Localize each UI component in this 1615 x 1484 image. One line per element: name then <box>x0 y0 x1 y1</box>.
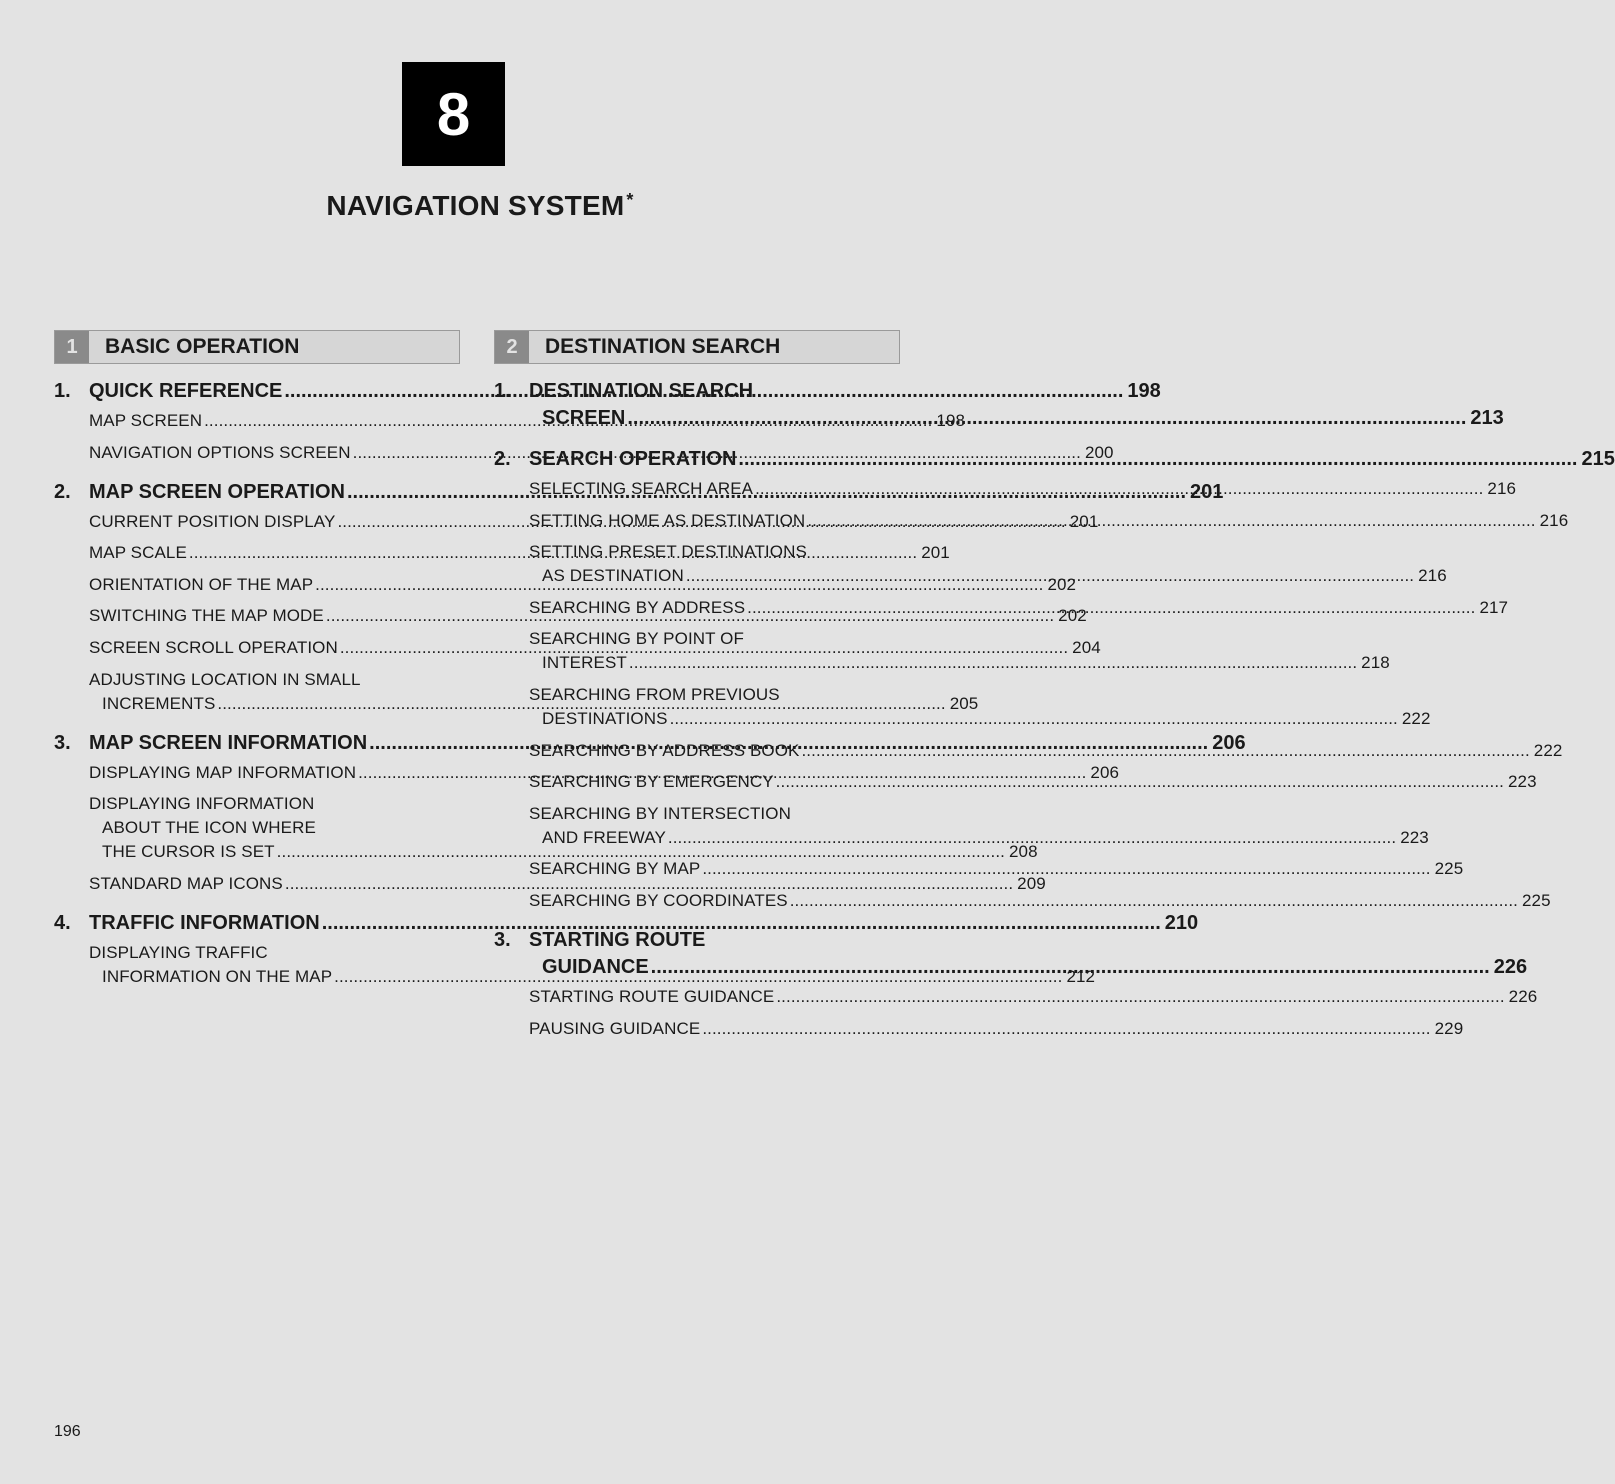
dot-leader <box>670 707 1398 731</box>
toc-heading-body <box>529 378 1504 432</box>
toc-subentry-line: DISPLAYING TRAFFIC <box>89 942 268 962</box>
toc-subentry-text: SELECTING SEARCH AREA <box>529 479 754 498</box>
toc-subentry-page: 198 <box>936 411 966 430</box>
toc-subentry-text: SEARCHING BY MAP <box>529 859 701 879</box>
toc-heading-page: 201 <box>1190 480 1224 503</box>
toc-subentry-row <box>529 889 1551 913</box>
toc-heading-cont-text: SCREEN <box>542 407 626 429</box>
section-number: 1 <box>55 331 89 363</box>
toc-subentry-text: INTEREST <box>542 653 627 673</box>
dot-leader <box>790 889 1518 913</box>
toc-subentry-row <box>89 840 1038 864</box>
toc-heading-text: TRAFFIC INFORMATION <box>89 911 320 934</box>
toc-heading-number: 3. <box>54 731 71 754</box>
toc-heading-title: STARTING ROUTE <box>529 928 706 951</box>
toc-heading-number: 4. <box>54 911 71 934</box>
toc-subentry-page: 201 <box>1069 511 1099 531</box>
toc-subentry[interactable] <box>529 985 1538 1009</box>
toc-heading-number: 2. <box>494 448 511 470</box>
toc-subentry-line: ABOUT THE ICON WHERE <box>102 818 316 838</box>
toc-subentry-text: SETTING HOME AS DESTINATION <box>529 510 806 530</box>
chapter-title-text: NAVIGATION SYSTEM <box>326 190 625 221</box>
toc-subentry-text: THE CURSOR IS SET <box>102 842 275 862</box>
toc-subentry-text: INFORMATION ON THE MAP <box>102 966 333 986</box>
toc-subentries <box>494 985 1538 1041</box>
toc-subentry[interactable] <box>529 802 1429 850</box>
toc-heading-cont-page: 226 <box>1493 955 1528 978</box>
toc-subentry-text: SCREEN SCROLL OPERATION <box>89 637 338 657</box>
toc-subentry-page: 216 <box>1487 479 1517 498</box>
toc-subentry-text: SEARCHING BY ADDRESS BOOK <box>529 740 800 760</box>
toc-heading-page: 198 <box>1127 380 1161 402</box>
toc-subentry-text: SEARCHING BY ADDRESS <box>529 597 746 617</box>
toc-heading-cont-row <box>529 405 1504 432</box>
toc-heading-title: DESTINATION SEARCH <box>529 380 754 402</box>
dot-leader <box>776 770 1504 794</box>
section-title: DESTINATION SEARCH <box>545 335 781 358</box>
toc-subentry-text: DISPLAYING MAP INFORMATION <box>89 762 357 782</box>
toc-subentry-page: 222 <box>1401 708 1431 728</box>
chapter-number-badge <box>402 62 505 166</box>
toc-subentry-line: SETTING PRESET DESTINATIONS <box>529 542 807 562</box>
dot-leader <box>801 739 1529 763</box>
toc-subentry-text: DESTINATIONS <box>542 708 668 728</box>
toc-subentry[interactable] <box>89 872 1046 896</box>
dot-leader <box>747 596 1475 620</box>
toc-subentry-text: AS DESTINATION <box>542 566 684 586</box>
toc-subentry-page: 216 <box>1418 566 1447 586</box>
dot-leader <box>755 477 1483 501</box>
dot-leader <box>702 1017 1430 1041</box>
toc-subentry-page: 223 <box>1400 827 1429 847</box>
section-header <box>494 330 900 364</box>
toc-subentry-page: 200 <box>1084 442 1114 462</box>
toc-subentry-page: 201 <box>921 543 950 563</box>
toc-subentry-text: AND FREEWAY <box>542 827 666 847</box>
toc-heading-page: 206 <box>1212 731 1246 754</box>
toc-heading-text: MAP SCREEN OPERATION <box>89 480 345 503</box>
dot-leader <box>668 826 1396 850</box>
toc-subentry-page: 205 <box>949 693 979 713</box>
toc-subentry-page: 204 <box>1072 637 1101 657</box>
dot-leader <box>686 564 1414 588</box>
toc-subentry-row <box>89 872 1046 896</box>
toc-heading-row <box>529 446 1615 473</box>
toc-subentry-page: 229 <box>1434 1018 1464 1038</box>
toc-subentry-text: PAUSING GUIDANCE <box>529 1018 701 1038</box>
toc-subentry-text: SWITCHING THE MAP MODE <box>89 606 324 626</box>
dot-leader <box>651 954 1490 981</box>
toc-subentry-page: 226 <box>1508 986 1538 1006</box>
toc-heading-text: MAP SCREEN INFORMATION <box>89 731 368 754</box>
dot-leader <box>627 405 1466 432</box>
toc-subentry-text: STARTING ROUTE GUIDANCE <box>529 986 775 1006</box>
toc-subentry-page: 212 <box>1066 966 1096 986</box>
toc-subentry-page: 216 <box>1539 510 1569 530</box>
section-header <box>54 330 460 364</box>
toc-subentry[interactable] <box>89 409 966 433</box>
dot-leader <box>629 651 1357 675</box>
toc-subentry-text: SEARCHING BY EMERGENCY <box>529 772 774 792</box>
toc-heading-number: 2. <box>54 480 71 503</box>
dot-leader <box>776 985 1504 1009</box>
toc-heading-body <box>529 446 1615 473</box>
section-title: BASIC OPERATION <box>105 335 300 358</box>
chapter-title <box>0 190 960 222</box>
toc-heading-cont-row <box>529 954 1527 981</box>
toc-subentry-text: INCREMENTS <box>102 693 216 713</box>
chapter-title-mark: * <box>626 190 634 210</box>
toc-heading-cont-text: GUIDANCE <box>542 955 649 978</box>
toc-subentry-page: 206 <box>1090 762 1120 782</box>
toc-heading-body <box>529 927 1527 981</box>
dot-leader <box>807 509 1535 533</box>
toc-subentry-text: SEARCHING BY COORDINATES <box>529 890 788 910</box>
toc-subentry-row <box>529 857 1464 881</box>
toc-heading-number: 3. <box>494 928 511 951</box>
toc-subentry-row <box>529 1017 1464 1041</box>
toc-subentry-page: 209 <box>1017 873 1046 893</box>
toc-heading[interactable] <box>54 910 1199 937</box>
toc-subentry-row <box>529 826 1429 850</box>
toc-subentry-line: DISPLAYING INFORMATION <box>89 794 315 814</box>
dot-leader <box>738 446 1577 473</box>
toc-subentry-page: 222 <box>1533 740 1563 760</box>
toc-subentry-page: 225 <box>1434 859 1464 879</box>
toc-subentry-page: 202 <box>1047 574 1077 594</box>
toc-subentry-text: MAP SCREEN <box>89 411 203 430</box>
toc-heading-number: 1. <box>54 380 71 402</box>
toc-subentry-text: CURRENT POSITION DISPLAY <box>89 511 336 531</box>
toc-heading-page: 215 <box>1581 448 1615 470</box>
toc-subentry-text: MAP SCALE <box>89 543 187 563</box>
dot-leader <box>702 857 1430 881</box>
toc-heading-page: 210 <box>1164 911 1199 934</box>
toc-subentry-line: SEARCHING FROM PREVIOUS <box>529 684 780 704</box>
toc-subentry[interactable] <box>529 857 1464 881</box>
section-number: 2 <box>495 331 529 363</box>
toc-subentry-page: 223 <box>1507 772 1537 792</box>
toc-subentry-line: SEARCHING BY POINT OF <box>529 629 744 649</box>
toc-subentry-line: SEARCHING BY INTERSECTION <box>529 803 791 823</box>
toc-subentry-page: 217 <box>1479 597 1509 617</box>
toc-subentry-text: STANDARD MAP ICONS <box>89 873 283 893</box>
toc-subentry-page: 208 <box>1008 842 1038 862</box>
toc-heading-number: 1. <box>494 380 511 402</box>
toc-heading-text: QUICK REFERENCE <box>89 380 283 402</box>
page-number: 196 <box>54 1423 81 1440</box>
toc-heading-cont-page: 213 <box>1470 407 1504 429</box>
chapter-number: 8 <box>436 80 471 148</box>
toc-subentry-row <box>529 707 1431 731</box>
toc-subentry-text: ORIENTATION OF THE MAP <box>89 574 314 594</box>
toc-subentry[interactable] <box>529 889 1551 913</box>
toc-subentry[interactable] <box>529 1017 1464 1041</box>
toc-subentry-line: ADJUSTING LOCATION IN SMALL <box>89 669 361 689</box>
toc-subentry-row <box>529 651 1390 675</box>
toc-subentry-page: 202 <box>1058 606 1087 626</box>
toc-subentry-text: NAVIGATION OPTIONS SCREEN <box>89 442 351 462</box>
toc-subentry-row <box>89 409 966 433</box>
toc-subentry-page: 218 <box>1361 653 1390 673</box>
toc-heading-text: SEARCH OPERATION <box>529 448 737 470</box>
toc-subentry-page: 225 <box>1522 890 1551 910</box>
toc-subentry-row <box>529 985 1538 1009</box>
